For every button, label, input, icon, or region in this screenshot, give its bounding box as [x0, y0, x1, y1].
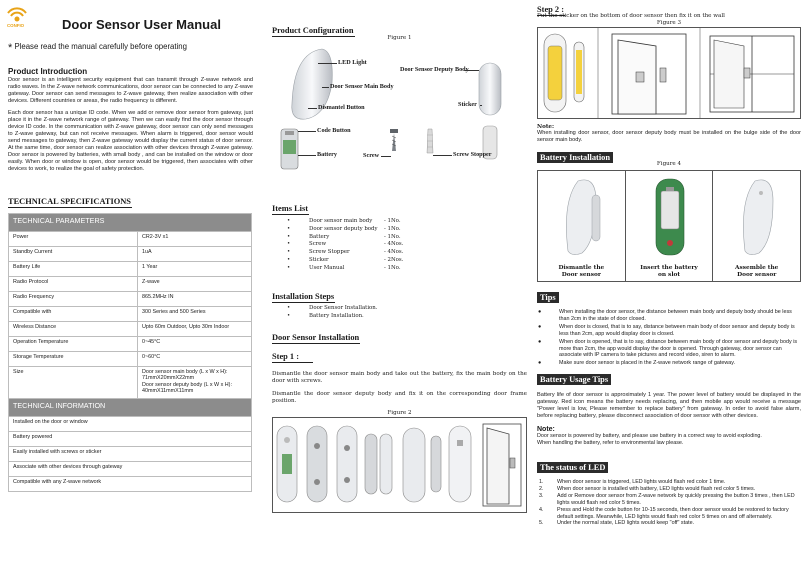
item-number: 5.	[539, 520, 544, 527]
bullet-icon: •	[287, 241, 291, 248]
led-status-list	[537, 479, 801, 527]
door-sensor-installation	[272, 325, 527, 513]
leader-line	[465, 70, 479, 71]
step-1-text-2: Dismantle the door sensor deputy body and fix it on the corresponding door frame position.	[272, 391, 527, 404]
spec-key: Radio Protocol	[9, 277, 138, 292]
list-item	[287, 265, 542, 273]
caption-line: Insert the battery	[640, 265, 698, 272]
spec-value: 0~45°C	[138, 337, 252, 352]
item-name: User Manual	[309, 264, 345, 271]
figure-2	[272, 417, 527, 513]
led-status-text: When door sensor is installed with battery, LED lights would flash red color 5 times.	[557, 485, 756, 492]
sticker-on-deputy	[574, 42, 584, 102]
dismantle-illustration	[538, 171, 624, 261]
item-qty: - 4Nos.	[384, 249, 404, 256]
step-text: Door Sensor Installation.	[309, 305, 378, 311]
table-row	[9, 262, 252, 277]
step-2-heading: Step 2 :	[537, 5, 564, 14]
item-qty: - 1No.	[384, 225, 401, 232]
size-line: Door sensor main body (L x W x H):	[142, 369, 228, 375]
label-led-light: LED Light	[338, 59, 367, 66]
item-number: 1.	[539, 479, 544, 485]
table-row	[9, 417, 252, 432]
page-title: Door Sensor User Manual	[62, 17, 221, 32]
table-row	[9, 307, 252, 322]
door-install-illustration	[273, 418, 526, 512]
item-name: Door sensor deputy body	[309, 225, 378, 232]
item-name: Screw	[309, 241, 327, 248]
bullet-icon: •	[287, 233, 291, 240]
list-item	[537, 479, 801, 486]
intro-paragraph-1: Door sensor is an intelligent security equipment that can transmit through Z-wave network and radio waves. In the Z-wave network communications, door sensor can be connected to any Z-wave gateway. Door sensor can send messages to Z-wave gateway, then realize association with other devices. Different countries or areas, the radio frequency is different.	[8, 77, 254, 104]
caption-line: Dismantle the	[558, 265, 605, 272]
spec-table	[8, 213, 252, 492]
install-steps-heading: Installation Steps	[272, 292, 335, 301]
bullet-icon: •	[287, 305, 291, 311]
leader-line	[480, 105, 482, 106]
item-qty: - 1No.	[384, 218, 401, 224]
bullet-icon: ●	[538, 323, 542, 330]
list-item	[287, 241, 542, 249]
list-item	[537, 486, 801, 493]
info-item: Installed on the door or window	[9, 417, 252, 432]
intro-paragraph-2: Each door sensor has a unique ID code. When we add or remove door sensor from gateway, just place it in the Z-wave network range of gateway. Then we can easily find the door sensor through device ID code. In the communication with Z-wave gateway, door sensor can only send messages to Z-wave gateway, but can not receive messages. When alarm is triggered, door sensor would send messages to gateway, then Z-wave gateway would display the current status of door sensor. At the same time, door sensor can realize association with other devices through Z-wave gateway. Door sensor is powered by batteries, with small body , and can be installed on the window or door easily. When door or window is open, door sensor would be triggered, then associates with other devices to work, to realize the goal of safety protection.	[8, 110, 253, 172]
step-c	[337, 426, 357, 502]
item-qty: - 1No.	[384, 264, 401, 271]
step-e	[403, 428, 441, 502]
battery-shape	[281, 129, 298, 169]
leader-line	[298, 155, 316, 156]
list-item	[537, 324, 801, 338]
spec-key: Standby Current	[9, 247, 138, 262]
asterisk-icon: *	[8, 42, 13, 54]
note-text: When installing door sensor, door sensor deputy body must be installed on the bulge side of the door sensor main body.	[537, 130, 801, 143]
product-introduction	[8, 67, 253, 173]
list-item	[537, 507, 801, 521]
figure-1-caption: Figure 1	[387, 35, 412, 41]
battery-step-1-caption	[538, 265, 625, 278]
logo-icon	[6, 6, 28, 24]
tip-text: When installing the door sensor, the distance between main body and deputy body should be less than 2cm in the state of door closed.	[559, 309, 792, 322]
spec-key: Power	[9, 232, 138, 247]
tip-text: Make sure door sensor is placed in the Z-wave network range of gateway.	[559, 360, 736, 367]
spec-value: Z-wave	[138, 277, 252, 292]
item-qty: - 2Nos.	[384, 256, 404, 263]
led-status-text: When door sensor is triggered, LED lights would flash red color 1 time.	[557, 479, 726, 485]
info-title: TECHNICAL INFORMATION	[9, 399, 252, 417]
list-item	[287, 218, 542, 226]
table-row	[9, 352, 252, 367]
note-label: Note:	[537, 124, 555, 130]
battery-usage	[537, 392, 801, 447]
info-item: Battery powered	[9, 432, 252, 447]
item-name: Door sensor main body	[309, 218, 373, 224]
caption-line: Door sensor	[737, 271, 777, 278]
table-row	[9, 322, 252, 337]
item-number: 3.	[539, 492, 544, 499]
table-row	[9, 247, 252, 262]
installation-steps	[272, 284, 527, 321]
list-item	[537, 520, 801, 527]
spec-value: 1uA	[138, 247, 252, 262]
tip-text: When door is closed, that is to say, distance between main body of door sensor and deputy body is less than 2cm, app would display door is closed.	[559, 323, 795, 337]
notice	[8, 42, 187, 54]
spec-value	[138, 367, 252, 399]
figure-4-caption: Figure 4	[656, 161, 682, 167]
spec-key: Compatible with	[9, 307, 138, 322]
table-row	[9, 462, 252, 477]
table-row	[9, 337, 252, 352]
step-text: Battery Installation.	[309, 312, 364, 319]
assemble-illustration	[713, 171, 799, 261]
step-b	[307, 426, 327, 502]
label-main-body: Door Sensor Main Body	[330, 83, 394, 90]
sticker-install-illustration	[538, 28, 800, 118]
spec-key: Battery Life	[9, 262, 138, 277]
leader-line	[381, 156, 391, 157]
list-item	[537, 360, 801, 367]
leader-line	[308, 108, 317, 109]
spec-value: CR2-3V x1	[138, 232, 252, 247]
door-installed-view	[612, 34, 686, 114]
info-item: Associate with other devices through gateway	[9, 462, 252, 477]
logo-text: CONFIO	[7, 23, 25, 28]
note-line-2: When handling the battery, refer to environmental law please.	[537, 439, 684, 446]
battery-usage-text: Battery life of door sensor is approximately 1 year. The power level of battery would be displayed in the gateway. Red icon means the battery needs replacing, and then mobile app would receive a message "Power level is low, Please remember to replace battery" from gateway. In order to avoid false alarm, before replacing battery, please disconnect association of door sensor with other devices.	[537, 392, 801, 419]
list-item	[287, 234, 542, 242]
battery-install-heading: Battery Installation	[537, 152, 613, 163]
leader-line	[433, 155, 452, 156]
bullet-icon: ●	[538, 360, 542, 367]
battery-usage-heading: Battery Usage Tips	[537, 374, 611, 385]
door-install-heading: Door Sensor Installation	[272, 333, 360, 342]
item-qty: - 4Nos.	[384, 241, 404, 248]
figure-3-caption: Figure 3	[656, 20, 682, 26]
table-row	[9, 232, 252, 247]
battery-step-3	[713, 171, 800, 281]
bullet-icon: •	[287, 249, 291, 256]
size-line: 71mmX20mmX22mm	[142, 375, 195, 382]
item-name: Sticker	[309, 256, 329, 263]
step-1-heading: Step 1 :	[272, 352, 313, 363]
item-qty: - 1No.	[384, 233, 401, 240]
note-line-1: Door sensor is powered by battery, and please use battery in a correct way to avoid exploding.	[537, 433, 762, 439]
caption-line: Assemble the	[734, 265, 779, 272]
label-dismantle-button: Dismantel Button	[318, 104, 365, 111]
label-sticker: Sticker	[458, 101, 477, 108]
item-number: 4.	[539, 506, 544, 513]
tips-heading: Tips	[537, 292, 559, 303]
leader-line	[298, 131, 316, 132]
product-config-heading: Product Configuration	[272, 26, 354, 35]
deputy-body-shape	[479, 63, 501, 115]
step-f	[449, 426, 471, 502]
table-row	[9, 292, 252, 307]
bullet-icon: •	[287, 218, 291, 224]
specs-heading: TECHNICAL SPECIFICATIONS	[8, 197, 131, 206]
step-d	[365, 434, 392, 494]
led-status-text: Add or Remove door sensor from Z-wave network by quickly pressing the button 3 times , then LED lights would flash red color 5 times.	[557, 492, 795, 506]
leader-line	[322, 87, 329, 88]
table-row	[9, 477, 252, 492]
list-item	[537, 309, 801, 323]
table-row	[9, 277, 252, 292]
led-status-text: Press and Hold the code button for 10-15 seconds, then door sensor would be restored to factory default settings. Meanwhile, LED lights would flash red color 5 times on and off alternately.	[557, 506, 789, 520]
figure-3	[537, 27, 801, 119]
items-list	[272, 196, 527, 273]
info-item: Compatible with any Z-wave network	[9, 477, 252, 492]
table-row	[9, 367, 252, 399]
screw-stopper-shape	[427, 129, 433, 153]
tip-text: When door is opened, that is to say, distance between main body of door sensor and deputy body is more than 2cm, the app would display the door is opened. Through gateway, door sensor can associate with IP camera to take pictures and record video, siren to alarm.	[559, 338, 798, 359]
door-drawing	[483, 424, 521, 506]
step-a	[277, 426, 297, 502]
label-screw-stopper: Screw Stopper	[453, 151, 492, 158]
caption-line: Door sensor	[561, 271, 601, 278]
list-item	[287, 257, 542, 265]
list-item	[537, 493, 801, 507]
spec-key: Size	[9, 367, 138, 399]
step-2-text: Put the sticker on the bottom of door sensor then fix it on the wall	[537, 13, 725, 19]
notice-text: Please read the manual carefully before operating	[14, 42, 187, 51]
battery-step-2-caption	[626, 265, 713, 278]
led-status-text: Under the normal state, LED lights would keep "off" state.	[557, 520, 695, 527]
spec-key: Wireless Distance	[9, 322, 138, 337]
list-item	[287, 226, 542, 234]
bullet-icon: ●	[538, 309, 542, 315]
figure-4	[537, 170, 801, 282]
label-battery: Battery	[317, 151, 337, 158]
battery-step-2	[626, 171, 714, 281]
list-item	[287, 305, 542, 313]
logo	[6, 6, 28, 30]
spec-key: Storage Temperature	[9, 352, 138, 367]
label-screw: Screw	[363, 152, 380, 159]
screw-shape	[390, 129, 398, 151]
bullet-icon: •	[287, 264, 291, 271]
bullet-icon: •	[287, 312, 291, 319]
info-item: Easily installed with screws or sticker	[9, 447, 252, 462]
insert-battery-illustration	[626, 171, 712, 261]
params-title: TECHNICAL PARAMETERS	[9, 214, 252, 232]
spec-value: 1 Year	[138, 262, 252, 277]
note-label: Note:	[537, 426, 555, 433]
figure-1	[272, 43, 527, 179]
intro-heading: Product Introduction	[8, 67, 88, 76]
size-line: 40mmX11mmX11mm	[142, 388, 194, 395]
bullet-icon: ●	[538, 338, 542, 345]
list-item	[287, 313, 542, 321]
product-parts-illustration	[272, 43, 527, 179]
item-name: Screw Stopper	[309, 249, 350, 256]
bullet-icon: •	[287, 225, 291, 232]
bullet-icon: •	[287, 256, 291, 263]
caption-line: on slot	[657, 271, 681, 278]
battery-step-1	[538, 171, 626, 281]
item-name: Battery	[309, 233, 330, 240]
list-item	[287, 249, 542, 257]
sticker-on-sensor	[544, 34, 566, 112]
step-1-text-1: Dismantle the door sensor main body and take out the battery, fix the main body on the door with screws.	[272, 371, 527, 384]
item-number: 2.	[539, 485, 544, 492]
window-installed-view	[710, 36, 794, 112]
label-code-button: Code Button	[317, 127, 351, 134]
size-line: Door sensor deputy body (L x W x H):	[142, 381, 232, 388]
items-heading: Items List	[272, 204, 309, 213]
figure-2-caption: Figure 2	[387, 410, 412, 416]
battery-step-3-caption	[713, 265, 800, 278]
table-row	[9, 432, 252, 447]
leader-line	[318, 63, 337, 64]
label-deputy-body: Door Sensor Deputy Body	[400, 66, 469, 73]
led-status-heading: The status of LED	[537, 462, 608, 473]
spec-value: 300 Series and 500 Series	[138, 307, 252, 322]
spec-value: Upto 60m Outdoor, Upto 30m Indoor	[138, 322, 252, 337]
list-item	[537, 339, 801, 360]
table-row	[9, 447, 252, 462]
tips-list	[537, 309, 801, 367]
spec-value: 0~60°C	[138, 352, 252, 367]
step-2-note	[537, 124, 801, 144]
spec-key: Operation Temperature	[9, 337, 138, 352]
specs-section	[8, 189, 252, 492]
spec-value: 865.2MHz IN	[138, 292, 252, 307]
spec-key: Radio Frequency	[9, 292, 138, 307]
